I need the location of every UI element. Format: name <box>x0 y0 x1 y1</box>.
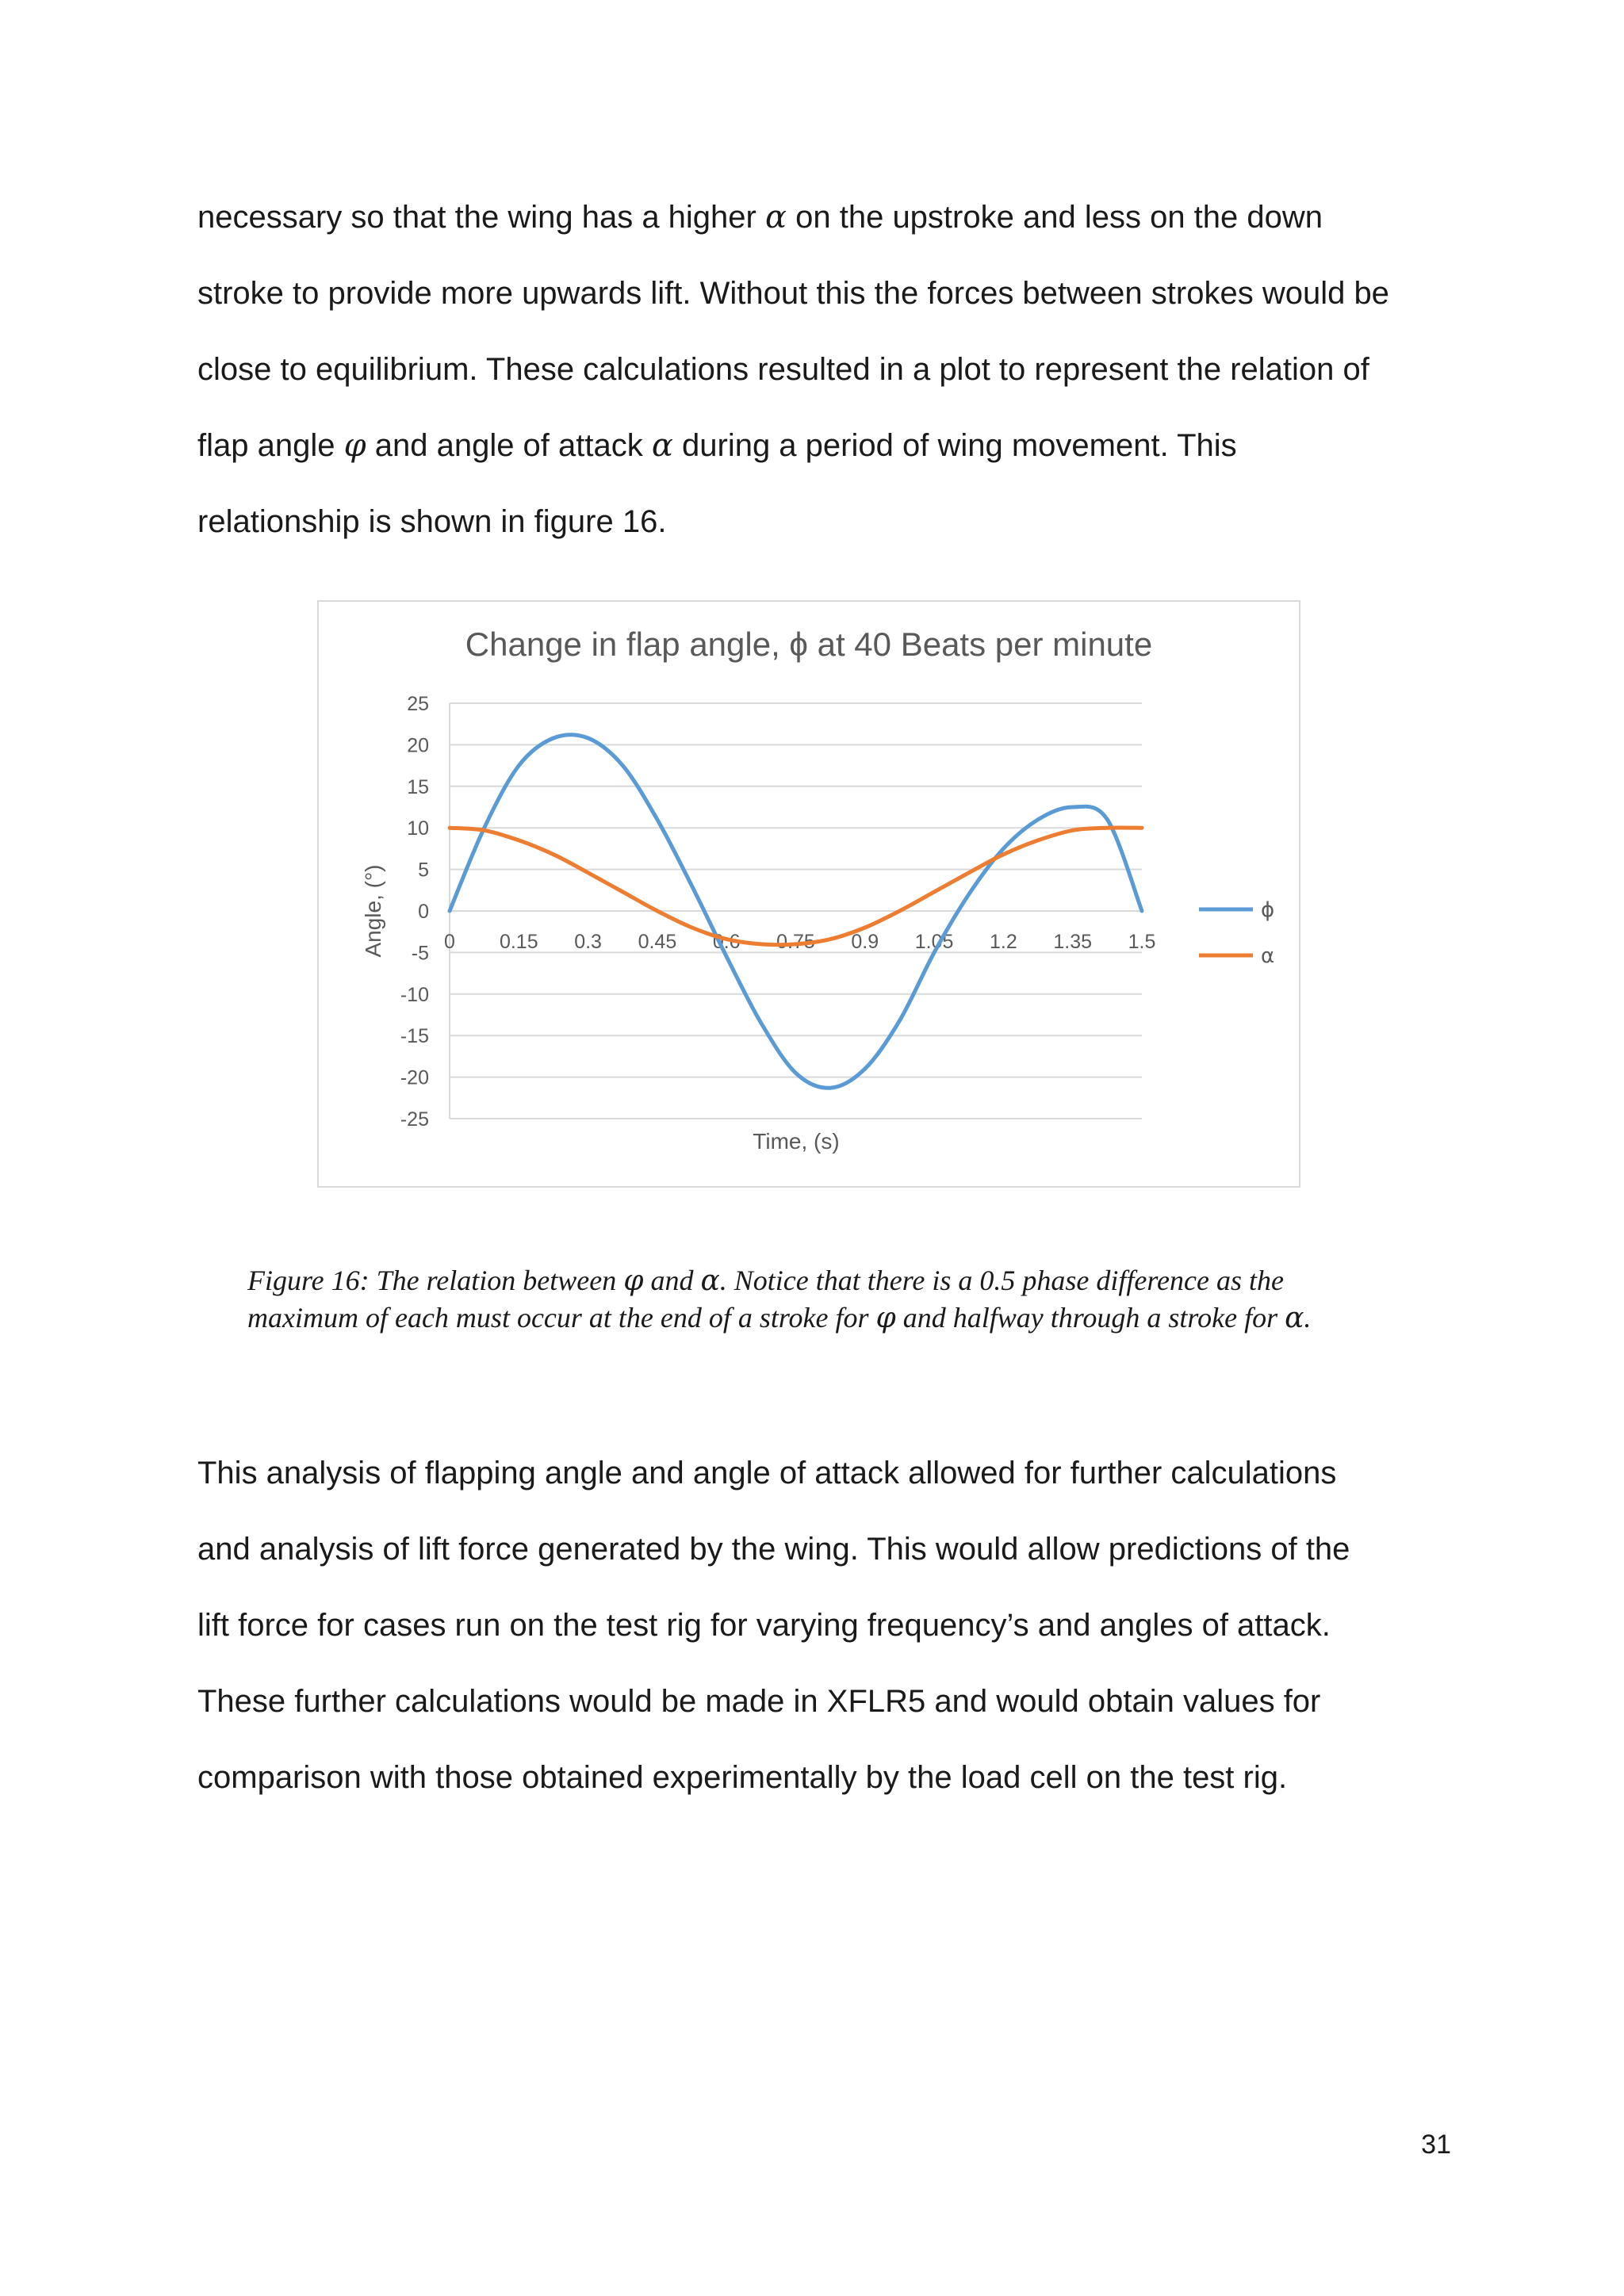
paragraph-line: relationship is shown in figure 16. <box>197 504 667 539</box>
y-tick-label: -5 <box>411 942 429 965</box>
page-number: 31 <box>1421 2130 1451 2160</box>
y-tick-label: 25 <box>407 693 429 715</box>
caption-line: Figure 16: The relation between φ and α. Notice that there is a 0.5 phase difference as the <box>247 1265 1284 1297</box>
x-tick-label: 0 <box>444 931 455 953</box>
y-tick-label: 20 <box>407 734 429 757</box>
y-tick-label: -15 <box>400 1025 429 1048</box>
x-tick-label: 0.15 <box>499 931 538 953</box>
paragraph-line: close to equilibrium. These calculations resulted in a plot to represent the relation of <box>197 352 1369 387</box>
x-tick-label: 0.3 <box>574 931 602 953</box>
y-tick-label: -25 <box>400 1108 429 1131</box>
line-chart <box>319 602 1299 1186</box>
y-tick-label: 0 <box>418 901 429 923</box>
caption-line: maximum of each must occur at the end of a stroke for φ and halfway through a stroke for α. <box>247 1302 1312 1334</box>
chart-title: Change in flap angle, ϕ at 40 Beats per minute <box>465 626 1153 663</box>
y-tick-label: 15 <box>407 775 429 798</box>
paragraph-line: lift force for cases run on the test rig for varying frequency’s and angles of attack. <box>197 1608 1331 1643</box>
y-axis-tick-labels <box>400 693 429 1131</box>
x-tick-label: 1.05 <box>914 931 954 953</box>
paragraph-line: This analysis of flapping angle and angle of attack allowed for further calculations <box>197 1456 1337 1490</box>
legend-label: ϕ <box>1261 898 1275 922</box>
y-tick-label: -10 <box>400 983 429 1006</box>
x-tick-label: 0.45 <box>638 931 677 953</box>
x-tick-label: 1.5 <box>1128 931 1156 953</box>
legend-label: α <box>1261 944 1275 968</box>
paragraph-line: and analysis of lift force generated by the wing. This would allow predictions of the <box>197 1532 1350 1567</box>
paragraph-line: These further calculations would be made in XFLR5 and would obtain values for <box>197 1684 1321 1719</box>
paragraph-line: stroke to provide more upwards lift. Without this the forces between strokes would be <box>197 276 1389 311</box>
grid-lines <box>450 703 1142 1119</box>
chart-legend <box>1199 898 1274 968</box>
y-tick-label: 5 <box>418 859 429 882</box>
x-axis-title: Time, (s) <box>753 1129 840 1154</box>
paragraph-analysis <box>197 1435 1434 1816</box>
y-tick-label: -20 <box>400 1066 429 1089</box>
series-line <box>450 828 1142 945</box>
paragraph-line: flap angle φ and angle of attack α during a period of wing movement. This <box>197 427 1237 464</box>
figure-caption <box>247 1262 1405 1337</box>
paragraph-line: comparison with those obtained experimentally by the load cell on the test rig. <box>197 1760 1288 1795</box>
x-tick-label: 0.75 <box>776 931 815 953</box>
x-tick-label: 1.2 <box>990 931 1017 953</box>
y-tick-label: 10 <box>407 817 429 840</box>
paragraph-line: necessary so that the wing has a higher α on the upstroke and less on the down <box>197 199 1323 235</box>
chart-figure <box>317 600 1300 1188</box>
y-axis-title: Angle, (°) <box>361 864 385 958</box>
x-tick-label: 0.9 <box>851 931 879 953</box>
paragraph-intro <box>197 179 1434 560</box>
x-tick-label: 0.6 <box>712 931 741 953</box>
x-tick-label: 1.35 <box>1053 931 1093 953</box>
